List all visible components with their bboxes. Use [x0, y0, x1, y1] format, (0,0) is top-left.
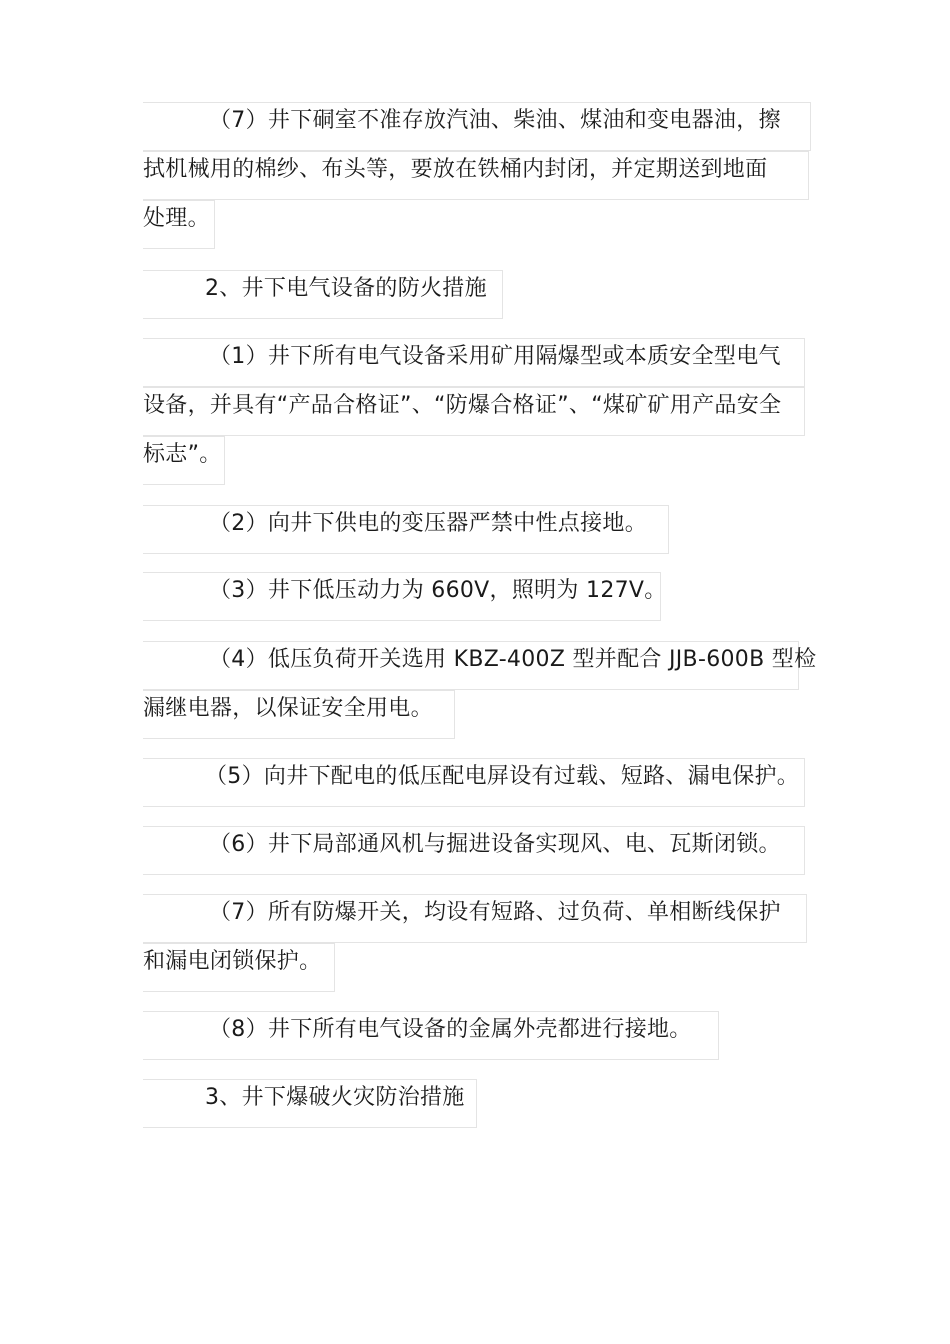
text-line: 处理。: [143, 206, 210, 231]
paragraph-item-2: [143, 499, 669, 548]
paragraph-item-8: [143, 1005, 719, 1054]
text-line: （8）井下所有电气设备的金属外壳都进行接地。: [209, 1017, 692, 1042]
text-line: 和漏电闭锁保护。: [143, 949, 322, 974]
text-line: （7）井下硐室不准存放汽油、柴油、煤油和变电器油，擦: [209, 108, 781, 133]
text-line: （1）井下所有电气设备采用矿用隔爆型或本质安全型电气: [209, 344, 781, 369]
text-line: （2）向井下供电的变压器严禁中性点接地。: [209, 511, 647, 536]
paragraph-item-7: [143, 888, 807, 986]
text-line: 拭机械用的棉纱、布头等，要放在铁桶内封闭，并定期送到地面: [143, 157, 768, 182]
text-line: 设备，并具有“产品合格证”、“防爆合格证”、“煤矿矿用产品安全: [143, 393, 782, 418]
text-line: （5）向井下配电的低压配电屏设有过载、短路、漏电保护。: [205, 764, 800, 789]
paragraph-item-6: [143, 820, 805, 869]
text-line: （7）所有防爆开关，均设有短路、过负荷、单相断线保护: [209, 900, 781, 925]
text-line: 漏继电器，以保证安全用电。: [143, 696, 433, 721]
heading-text: 3、井下爆破火灾防治措施: [205, 1085, 465, 1110]
text-line: 标志”。: [143, 442, 222, 467]
text-line: （3）井下低压动力为 660V，照明为 127V。: [209, 578, 667, 603]
section-heading-electrical: [143, 264, 503, 313]
text-line: （6）井下局部通风机与掘进设备实现风、电、瓦斯闭锁。: [209, 832, 781, 857]
paragraph-storage-rule: [143, 96, 809, 243]
paragraph-item-1: [143, 332, 805, 479]
paragraph-item-5: [143, 752, 805, 801]
paragraph-item-3: [143, 566, 667, 615]
section-heading-blasting: [143, 1073, 477, 1122]
text-line: （4）低压负荷开关选用 KBZ-400Z 型并配合 JJB-600B 型检: [209, 647, 817, 672]
paragraph-item-4: [143, 635, 817, 733]
heading-text: 2、井下电气设备的防火措施: [205, 276, 487, 301]
